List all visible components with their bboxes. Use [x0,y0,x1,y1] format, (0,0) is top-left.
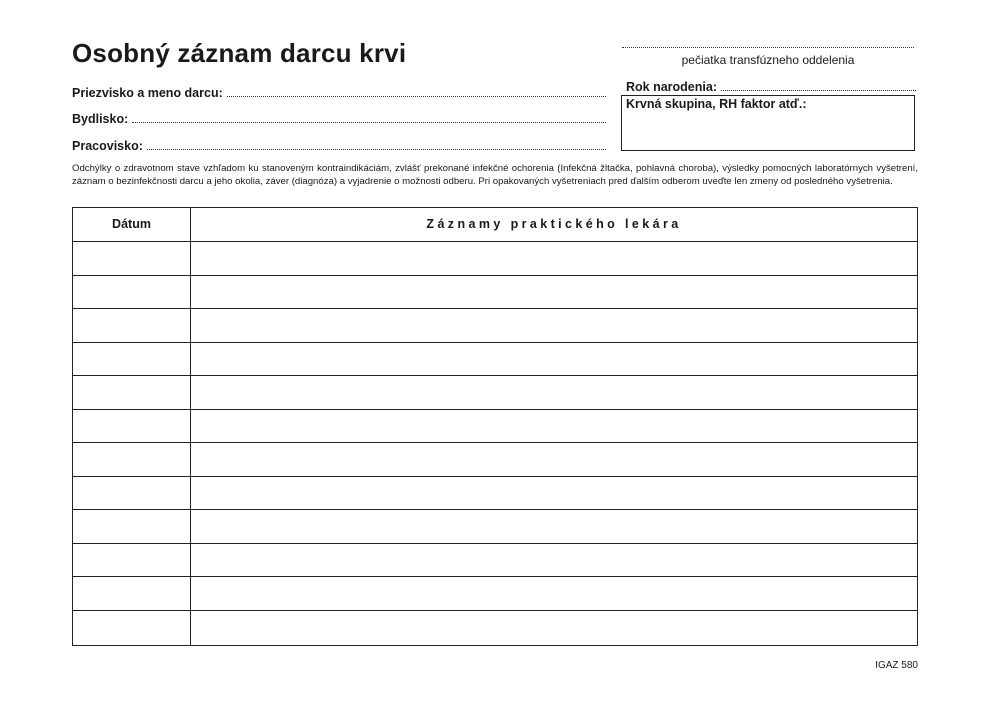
birth-year-dotted-line [721,80,916,91]
name-dotted-line [227,86,606,97]
form-code: IGAZ 580 [875,660,918,671]
date-column-header: Dátum [112,217,151,231]
table-row[interactable] [73,544,917,578]
table-row[interactable] [73,443,917,477]
table-row[interactable] [73,376,917,410]
workplace-field[interactable] [72,139,606,153]
table-row[interactable] [73,242,917,276]
stamp-label: pečiatka transfúzneho oddelenia [681,53,855,67]
blood-group-label: Krvná skupina, RH faktor atď.: [626,97,807,111]
form-title: Osobný záznam darcu krvi [72,38,407,68]
address-dotted-line [132,112,606,123]
address-field[interactable] [72,112,606,126]
table-row[interactable] [73,410,917,444]
stamp-line [622,47,914,48]
table-row[interactable] [73,309,917,343]
table-row[interactable] [73,510,917,544]
table-row[interactable] [73,477,917,511]
birth-year-label: Rok narodenia: [626,80,717,94]
address-label: Bydlisko: [72,112,129,126]
instructions-note: Odchýlky o zdravotnom stave vzhľadom ku stanoveným kontraindikáciám, zvlášť prekonané infekčné ochorenia (Infekčná žltačka, pohlavná choroba), výsledky pomocných laboratórnych vyšetrení, záznam o bezinfekčnosti darcu a jeho okolia, záver (diagnóza) a vyjadrenie o možnosti odberu. Pri opakovaných vyšetreniach pred ďalším odberom uveďte len zmeny od posledného vyšetrenia. [72,163,918,187]
workplace-dotted-line [147,139,606,150]
name-field[interactable] [72,86,606,100]
workplace-label: Pracovisko: [72,139,143,153]
table-row[interactable] [73,276,917,310]
records-column-header: Záznamy praktického lekára [426,217,682,231]
birth-year-field[interactable] [626,80,916,94]
table-header [73,208,917,242]
table-row[interactable] [73,611,917,645]
table-row[interactable] [73,577,917,611]
name-label: Priezvisko a meno darcu: [72,86,223,100]
table-row[interactable] [73,343,917,377]
records-table [72,207,918,646]
